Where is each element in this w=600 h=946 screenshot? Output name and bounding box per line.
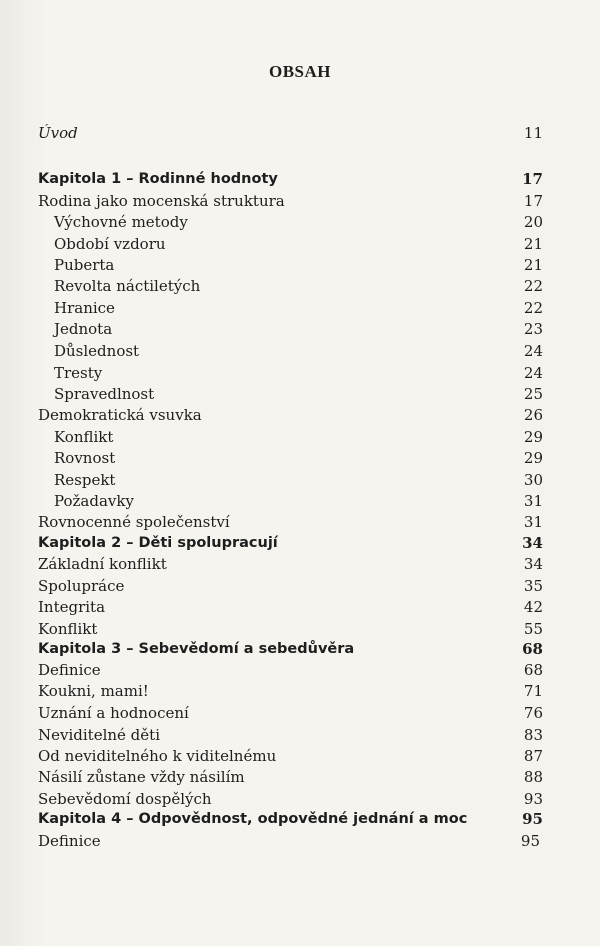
toc-entry [38, 766, 543, 788]
toc-page-number: 21 [523, 256, 543, 274]
toc-page-number: 31 [523, 513, 543, 531]
toc-page-number: 24 [523, 364, 543, 382]
toc-entry-label: Sebevědomí dospělých [38, 790, 212, 808]
toc-page-number: 87 [523, 747, 543, 765]
toc-entry-label: Neviditelné děti [38, 726, 160, 744]
toc-entry-label: Důslednost [54, 342, 140, 360]
toc-entry [38, 553, 543, 575]
toc-page-number: 88 [523, 768, 543, 786]
toc-entry-label: Spolupráce [38, 577, 125, 595]
toc-entry [38, 190, 543, 212]
toc-page-number: 29 [523, 428, 543, 446]
toc-entry [38, 575, 543, 597]
toc-page-number: 21 [523, 235, 543, 253]
toc-page-number: 34 [522, 534, 543, 552]
toc-entry-label: Integrita [38, 598, 106, 616]
toc-entry [38, 618, 543, 640]
toc-entry [38, 659, 543, 681]
toc-page-number: 17 [522, 170, 543, 188]
toc-entry [38, 340, 543, 362]
toc-entry [38, 362, 543, 384]
toc-entry-label: Hranice [54, 299, 115, 317]
toc-entry-label: Rodina jako mocenská struktura [38, 192, 285, 210]
toc-entry [38, 511, 543, 533]
toc-entry-label: Období vzdoru [54, 235, 166, 253]
toc-page-number: 95 [520, 832, 540, 850]
toc-page-number: 17 [523, 192, 543, 210]
toc-entry-label: Demokratická vsuvka [38, 406, 202, 424]
toc-page-number: 68 [523, 661, 543, 679]
toc-page-number: 31 [523, 492, 543, 510]
toc-entry [38, 297, 543, 319]
toc-page-number: 35 [523, 577, 543, 595]
toc-entry [38, 233, 543, 255]
toc-entry [38, 447, 543, 469]
toc-entry [38, 275, 543, 297]
toc-entry-label: Tresty [54, 364, 103, 382]
toc-entry [38, 404, 543, 426]
toc-page-number: 68 [522, 640, 543, 658]
toc-entry-label: Kapitola 1 – Rodinné hodnoty [38, 171, 278, 187]
toc-chapter-heading [38, 168, 543, 190]
toc-entry [38, 469, 543, 491]
toc-entry-label: Definice [38, 832, 101, 850]
toc-page-number: 93 [523, 790, 543, 808]
toc-page-number: 24 [523, 342, 543, 360]
toc-entry-label: Konflikt [54, 428, 114, 446]
page-title: OBSAH [268, 62, 332, 81]
toc-entry [38, 254, 543, 276]
toc-entry [38, 383, 543, 405]
toc-page-number: 23 [523, 320, 543, 338]
toc-entry-label: Výchovné metody [54, 213, 188, 231]
toc-chapter-heading [38, 808, 543, 830]
toc-entry-label: Rovnost [54, 449, 116, 467]
toc-entry [38, 788, 543, 810]
toc-entry-label: Rovnocenné společenství [38, 513, 230, 531]
toc-page-number: 76 [523, 704, 543, 722]
toc-entry-label: Kapitola 4 – Odpovědnost, odpovědné jednání a moc [38, 811, 468, 827]
toc-entry-label: Uznání a hodnocení [38, 704, 189, 722]
toc-page-number: 22 [523, 299, 543, 317]
toc-entry-label: Revolta náctiletých [54, 277, 201, 295]
toc-page-number: 55 [523, 620, 543, 638]
toc-entry-label: Koukni, mami! [38, 682, 149, 700]
toc-entry-label: Od neviditelného k viditelnému [38, 747, 277, 765]
toc-entry [38, 680, 543, 702]
toc-page-number: 11 [523, 124, 543, 142]
toc-entry-label: Požadavky [54, 492, 134, 510]
toc-entry-label: Násilí zůstane vždy násilím [38, 768, 245, 786]
toc-page-number: 25 [523, 385, 543, 403]
toc-page-number: 95 [522, 810, 543, 828]
toc-entry [38, 490, 543, 512]
toc-page-number: 83 [523, 726, 543, 744]
toc-entry [38, 122, 543, 144]
toc-entry-label: Spravedlnost [54, 385, 155, 403]
toc-chapter-heading [38, 638, 543, 660]
toc-entry-label: Konflikt [38, 620, 98, 638]
toc-page-number: 30 [523, 471, 543, 489]
toc-entry [38, 830, 540, 852]
toc-chapter-heading [38, 532, 543, 554]
toc-page-number: 20 [523, 213, 543, 231]
toc-page-number: 42 [523, 598, 543, 616]
toc-page-number: 34 [523, 555, 543, 573]
toc-entry-label: Definice [38, 661, 101, 679]
toc-page-number: 29 [523, 449, 543, 467]
toc-page-number: 26 [523, 406, 543, 424]
toc-entry-label: Respekt [54, 471, 116, 489]
toc-page-number: 71 [523, 682, 543, 700]
toc-page-number: 22 [523, 277, 543, 295]
toc-entry [38, 211, 543, 233]
toc-entry [38, 426, 543, 448]
toc-entry [38, 596, 543, 618]
toc-entry-label: Jednota [54, 320, 113, 338]
toc-entry-label: Úvod [38, 124, 78, 142]
toc-entry-label: Základní konflikt [38, 555, 167, 573]
toc-entry-label: Kapitola 3 – Sebevědomí a sebedůvěra [38, 641, 355, 657]
toc-entry [38, 702, 543, 724]
toc-entry [38, 318, 543, 340]
toc-entry [38, 724, 543, 746]
toc-entry [38, 745, 543, 767]
toc-entry-label: Kapitola 2 – Děti spolupracují [38, 535, 278, 551]
toc-entry-label: Puberta [54, 256, 115, 274]
